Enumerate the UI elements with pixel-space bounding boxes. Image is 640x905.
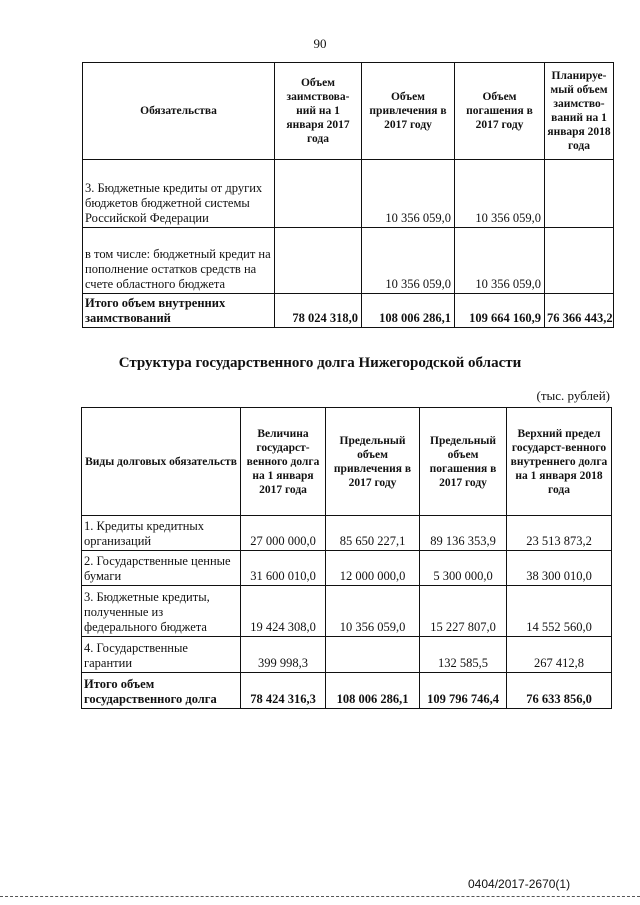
row-label: 4. Государственные гарантии — [82, 637, 241, 673]
column-header: Предельный объем погашения в 2017 году — [420, 408, 507, 516]
table-cell: 89 136 353,9 — [420, 516, 507, 551]
section-title: Структура государственного долга Нижегородской области — [118, 355, 522, 371]
page-number: 90 — [313, 36, 327, 51]
column-header: Объем заимствова-ний на 1 января 2017 года — [275, 63, 362, 160]
table-cell: 109 664 160,9 — [455, 294, 545, 328]
table-cell: 76 366 443,2 — [545, 294, 614, 328]
total-row — [83, 294, 614, 328]
document-code: 0404/2017-2670(1) — [468, 877, 571, 891]
table-cell — [545, 228, 614, 294]
column-header: Виды долговых обязательств — [82, 408, 241, 516]
table-row — [82, 551, 612, 586]
borrowings-table — [82, 62, 614, 328]
row-label: Итого объем государственного долга — [82, 673, 241, 709]
table-cell: 85 650 227,1 — [326, 516, 420, 551]
table-cell: 10 356 059,0 — [455, 160, 545, 228]
column-header: Объем привлечения в 2017 году — [362, 63, 455, 160]
column-header: Планируе-мый объем заимство-ваний на 1 января 2018 года — [545, 63, 614, 160]
table-cell: 14 552 560,0 — [507, 586, 612, 637]
table-cell: 38 300 010,0 — [507, 551, 612, 586]
table-cell: 108 006 286,1 — [362, 294, 455, 328]
table-cell: 10 356 059,0 — [362, 228, 455, 294]
table-cell: 10 356 059,0 — [326, 586, 420, 637]
column-header: Обязательства — [83, 63, 275, 160]
column-header: Предельный объем привлечения в 2017 году — [326, 408, 420, 516]
table-cell: 27 000 000,0 — [241, 516, 326, 551]
table-cell: 76 633 856,0 — [507, 673, 612, 709]
table-cell: 132 585,5 — [420, 637, 507, 673]
row-label: в том числе: бюджетный кредит на пополнение остатков средств на счете областного бюджета — [83, 228, 275, 294]
table-row — [82, 637, 612, 673]
table-cell — [326, 637, 420, 673]
table-header-row — [82, 408, 612, 516]
column-header: Верхний предел государст-венного внутреннего долга на 1 января 2018 года — [507, 408, 612, 516]
table-cell: 23 513 873,2 — [507, 516, 612, 551]
row-label: 3. Бюджетные кредиты, полученные из федерального бюджета — [82, 586, 241, 637]
table-cell: 12 000 000,0 — [326, 551, 420, 586]
table-cell: 399 998,3 — [241, 637, 326, 673]
table-header-row — [83, 63, 614, 160]
row-label: 3. Бюджетные кредиты от других бюджетов бюджетной системы Российской Федерации — [83, 160, 275, 228]
table-cell — [275, 228, 362, 294]
column-header: Объем погашения в 2017 году — [455, 63, 545, 160]
table-cell: 10 356 059,0 — [362, 160, 455, 228]
table-row — [83, 228, 614, 294]
table-cell: 19 424 308,0 — [241, 586, 326, 637]
footer-divider — [0, 896, 640, 897]
units-label: (тыс. рублей) — [536, 388, 610, 403]
row-label: 2. Государственные ценные бумаги — [82, 551, 241, 586]
table-row — [82, 516, 612, 551]
total-row — [82, 673, 612, 709]
row-label: Итого объем внутренних заимствований — [83, 294, 275, 328]
table-cell: 15 227 807,0 — [420, 586, 507, 637]
table-cell — [275, 160, 362, 228]
table-cell: 78 024 318,0 — [275, 294, 362, 328]
column-header: Величина государст-венного долга на 1 января 2017 года — [241, 408, 326, 516]
debt-structure-table — [81, 407, 612, 709]
table-cell: 109 796 746,4 — [420, 673, 507, 709]
table-row — [82, 586, 612, 637]
table-cell: 10 356 059,0 — [455, 228, 545, 294]
table-cell: 267 412,8 — [507, 637, 612, 673]
table-cell: 5 300 000,0 — [420, 551, 507, 586]
table-cell: 108 006 286,1 — [326, 673, 420, 709]
table-cell — [545, 160, 614, 228]
table-row — [83, 160, 614, 228]
table-cell: 31 600 010,0 — [241, 551, 326, 586]
row-label: 1. Кредиты кредитных организаций — [82, 516, 241, 551]
table-cell: 78 424 316,3 — [241, 673, 326, 709]
